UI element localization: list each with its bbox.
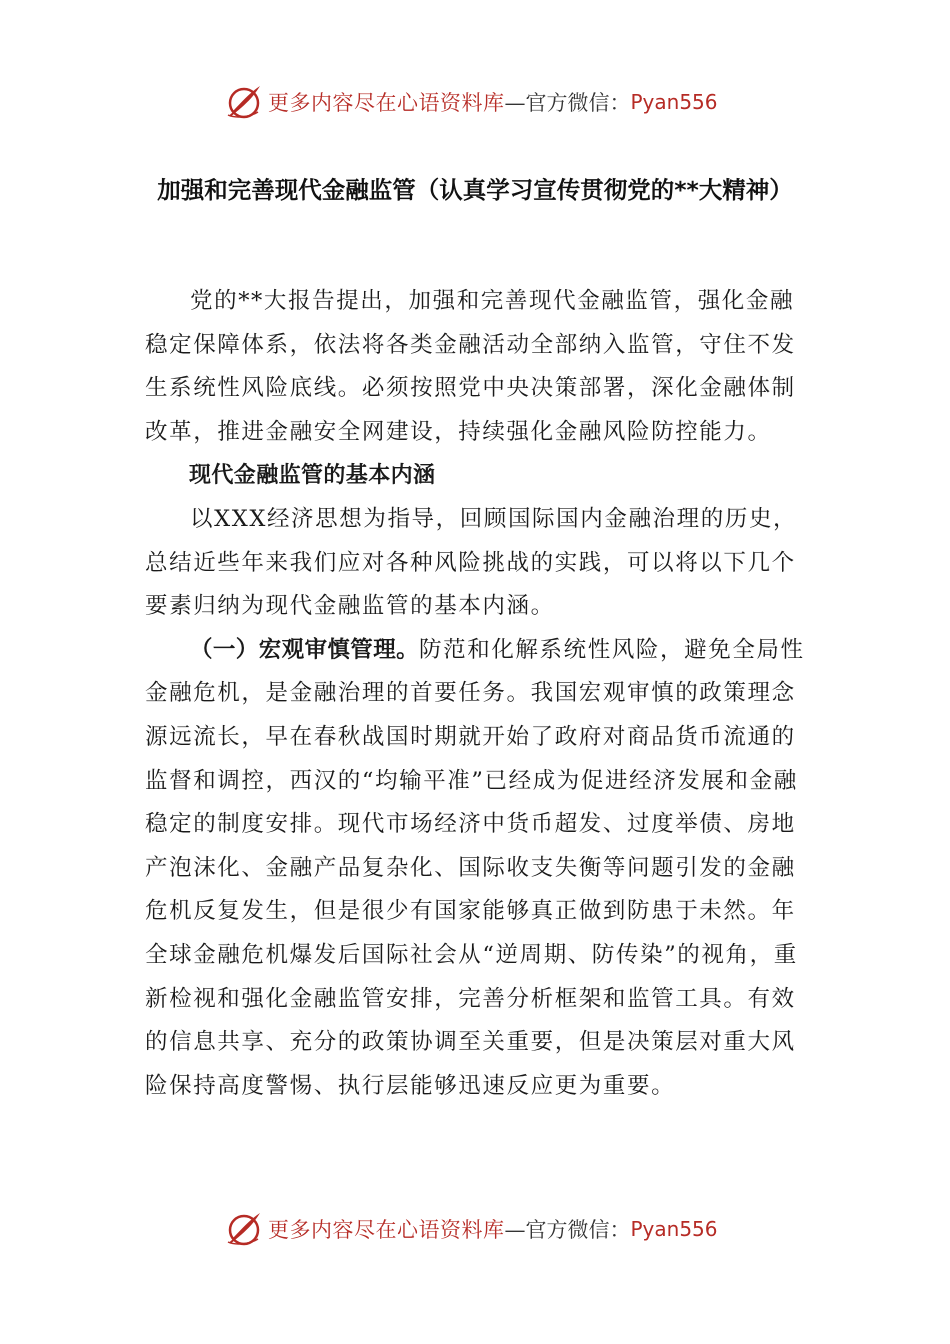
watermark-handle: Pyan556 [630, 90, 718, 114]
watermark-separator: —官方微信： [504, 91, 631, 115]
quill-logo-icon [224, 82, 264, 122]
quill-logo-icon [224, 1209, 264, 1249]
section-intro-paragraph: 以XXX经济思想为指导，回顾国际国内金融治理的历史，总结近些年来我们应对各种风险挑战的实践，可以将以下几个要素归纳为现代金融监管的基本内涵。 [145, 505, 798, 620]
point-1-paragraph [145, 629, 809, 1109]
watermark-handle: Pyan556 [630, 1217, 718, 1241]
point-1-lead: （一）宏观审慎管理。 [190, 636, 420, 663]
intro-paragraph: 党的**大报告提出，加强和完善现代金融监管，强化金融稳定保障体系，依法将各类金融活动全部纳入监管，守住不发生系统性风险底线。必须按照党中央决策部署，深化金融体制改革，推进金融安全网建设，持续强化金融风险防控能力。 [145, 288, 796, 445]
point-1-text: 防范和化解系统性风险，避免全局性金融危机，是金融治理的首要任务。我国宏观审慎的政策理念源远流长，早在春秋战国时期就开始了政府对商品货币流通的监督和调控，西汉的“均输平准”已经成为促进经济发展和金融稳定的制度安排。现代市场经济中货币超发、过度举债、房地产泡沫化、金融产品复杂化、国际收支失衡等问题引发的金融危机反复发生，但是很少有国家能够真正做到防患于未然。年全球金融危机爆发后国际社会从“逆周期、防传染”的视角，重新检视和强化金融监管安排，完善分析框架和监管工具。有效的信息共享、充分的政策协调至关重要，但是决策层对重大风险保持高度警惕、执行层能够迅速反应更为重要。 [145, 636, 805, 1099]
watermark-banner-top [224, 80, 718, 124]
watermark-brand: 更多内容尽在心语资料库 [268, 91, 505, 115]
watermark-brand: 更多内容尽在心语资料库 [268, 1218, 505, 1242]
watermark-banner-bottom [224, 1207, 718, 1251]
watermark-separator: —官方微信： [504, 1218, 631, 1242]
document-body [145, 280, 809, 1108]
section-heading: 现代金融监管的基本内涵 [189, 463, 436, 489]
document-title: 加强和完善现代金融监管（认真学习宣传贯彻党的**大精神） [157, 176, 793, 204]
